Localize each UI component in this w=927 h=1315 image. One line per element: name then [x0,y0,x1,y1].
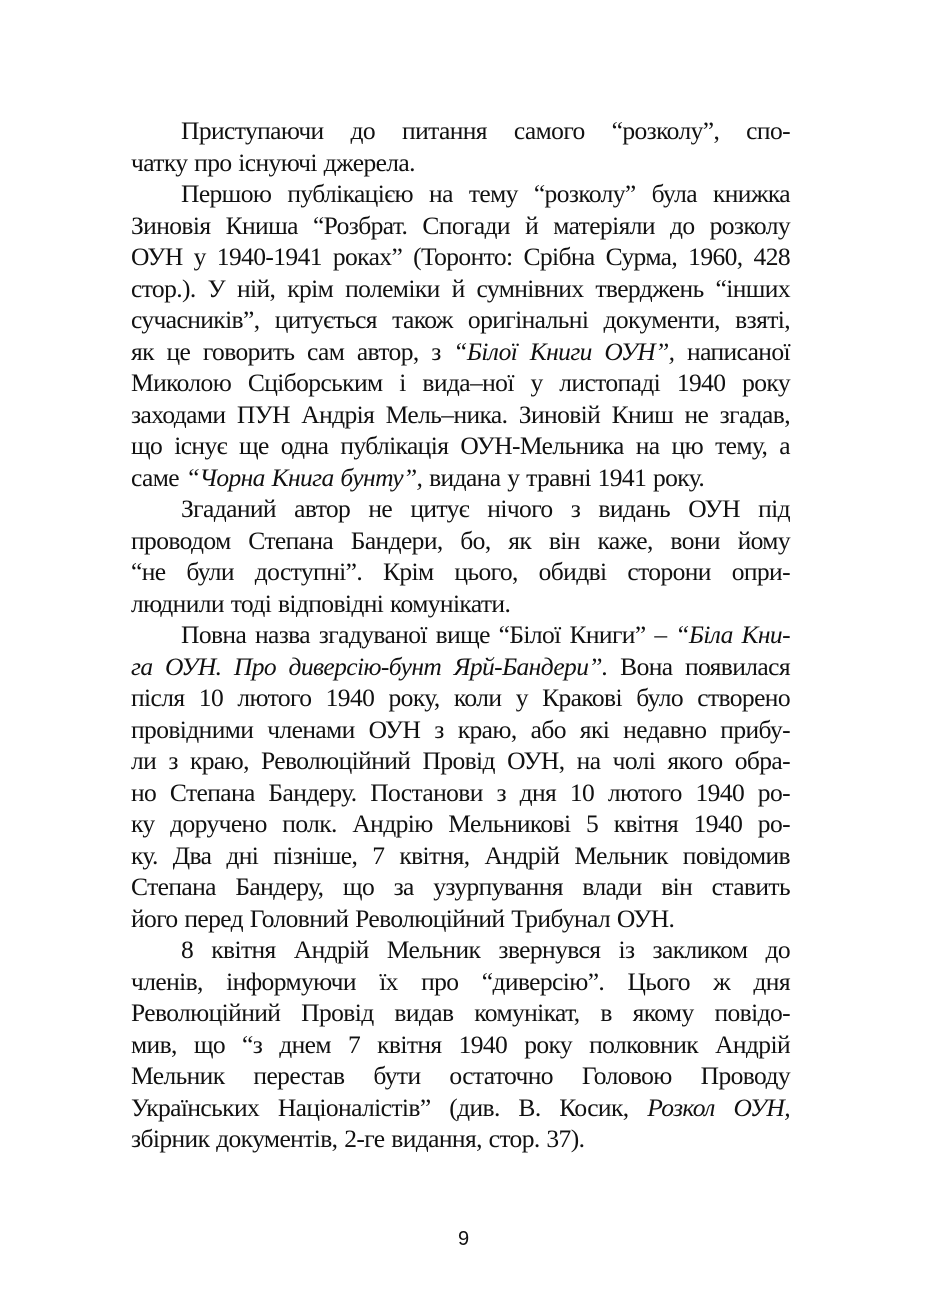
text-line [131,178,790,210]
text-segment: як це говорить сам автор, з [131,336,454,366]
text-line [131,651,790,683]
text-segment: його перед Головний Революційний Трибунал ОУН. [131,903,675,933]
text-segment: Степана Бандеру, що за узурпування влади він ставить [131,872,790,901]
text-segment: Мельник перестав бути остаточно Головою Проводу [131,1061,790,1090]
text-segment: сучасників”, цитується також оригінальні документи, взяті, [131,305,790,334]
text-line [131,1029,790,1061]
text-line [131,777,790,809]
text-segment: ку доручено полк. Андрію Мельникові 5 квітня 1940 ро- [131,809,790,838]
text-line [131,273,790,305]
paragraph [131,493,790,619]
page-body [131,115,790,1155]
paragraph [131,619,790,934]
text-line [131,1092,790,1124]
text-line [131,367,790,399]
text-line [131,525,790,557]
text-line [131,714,790,746]
text-line [131,210,790,242]
text-segment: ОУН у 1940-1941 роках” (Торонто: Срібна Сурма, 1960, 428 [131,242,790,271]
text-segment: провідними членами ОУН з краю, або які недавно прибу- [131,714,790,744]
text-segment: саме [131,462,186,492]
text-segment: Зиновія Книша “Розбрат. Спогади й матеріяли до розколу [131,210,790,240]
text-line [131,1123,790,1155]
text-line [131,903,790,935]
text-line [131,966,790,998]
text-segment: що існує ще одна публікація ОУН-Мельника на цю тему, а [131,431,790,460]
text-line [131,304,790,336]
text-line [131,619,790,651]
paragraph [131,178,790,493]
text-segment: проводом Степана Бандери, бо, як він каже, вони йому [131,525,790,555]
italic-title-text: Розкол ОУН, [647,1092,790,1122]
text-segment: люднили тоді відповідні комунікати. [131,588,511,618]
italic-title-text: га ОУН. Про диверсію-бунт Ярй-Бандери”. [131,651,608,681]
text-segment: заходами ПУН Андрія Мель–ника. Зиновій Книш не згадав, [131,399,790,429]
text-segment: “не були доступні”. Крім цього, обидві сторони опри- [131,557,790,586]
italic-title-text: “Біла Кни- [675,620,790,649]
text-segment: Приступаючи до питання самого “розколу”, спо- [181,116,790,145]
text-segment: Революційний Провід видав комунікат, в якому повідо- [131,998,790,1027]
text-segment: видана у травні 1941 року. [422,462,705,492]
text-line [131,462,790,494]
text-segment: написаної [674,336,790,366]
text-line [131,147,790,179]
text-line [131,745,790,777]
text-line [131,399,790,431]
text-segment: Миколою Сціборським і вида–ної у листопаді 1940 року [131,368,790,397]
text-line [131,556,790,588]
text-segment: но Степана Бандеру. Постанови з дня 10 лютого 1940 ро- [131,777,790,807]
text-segment: Згаданий автор не цитує нічого з видань ОУН під [181,494,790,523]
text-line [131,493,790,525]
text-segment: після 10 лютого 1940 року, коли у Кракові було створено [131,683,790,712]
text-line [131,840,790,872]
page-number: 9 [457,1228,470,1250]
text-line [131,682,790,714]
text-segment: ку. Два дні пізніше, 7 квітня, Андрій Мельник повідомив [131,840,790,870]
text-segment: Вона появилася [607,651,790,681]
text-segment: ли з краю, Революційний Провід ОУН, на чолі якого обра- [131,746,790,775]
text-line [131,336,790,368]
text-line [131,115,790,147]
text-segment: стор.). У ній, крім полеміки й сумнівних тверджень “інших [131,273,790,303]
italic-title-text: “Чорна Книга бунту”, [185,462,423,492]
text-segment: мив, що “з днем 7 квітня 1940 року полковник Андрій [131,1029,790,1059]
text-line [131,997,790,1029]
paragraph [131,934,790,1155]
text-line [131,808,790,840]
text-line [131,430,790,462]
text-segment: 8 квітня Андрій Мельник звернувся із закликом до [181,935,790,964]
italic-title-text: “Білої Книги ОУН”, [453,336,675,366]
text-line [131,934,790,966]
text-line [131,588,790,620]
paragraph [131,115,790,178]
text-line [131,1060,790,1092]
text-segment: Повна назва згадуваної вище “Білої Книги” – [181,620,676,649]
text-segment: чатку про існуючі джерела. [131,147,415,177]
text-line [131,241,790,273]
text-segment: Першою публікацією на тему “розколу” була книжка [181,179,790,208]
text-line [131,871,790,903]
text-segment: Українських Націоналістів” (див. В. Косик, [131,1092,648,1122]
text-segment: збірник документів, 2-ге видання, стор. 37). [131,1124,585,1153]
text-segment: членів, інформуючи їх про “диверсію”. Цього ж дня [131,966,790,996]
